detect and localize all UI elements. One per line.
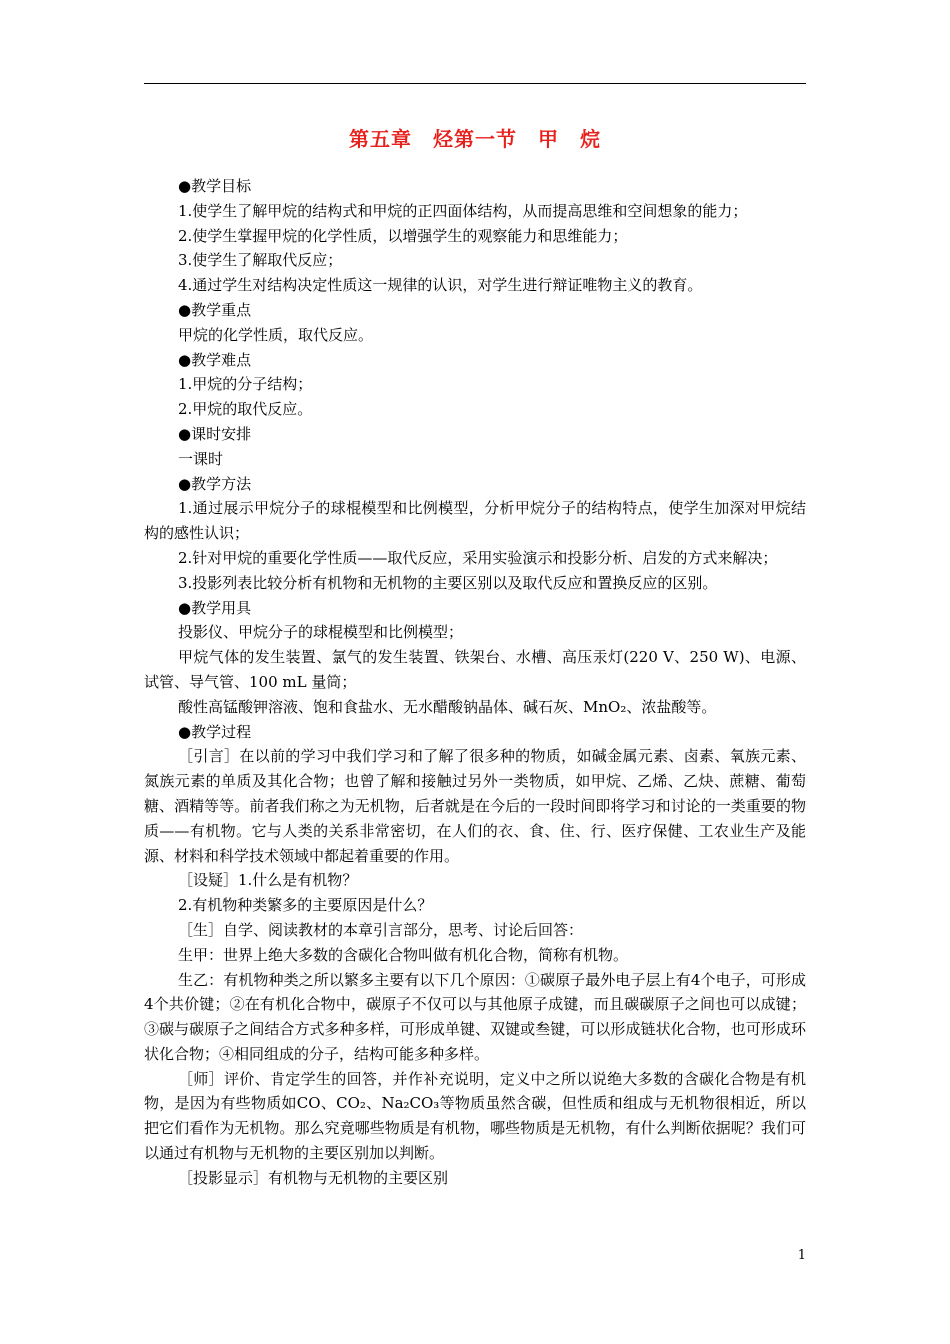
section-heading-objectives: ●教学目标 [178,177,252,195]
process-paragraph: ［师］评价、肯定学生的回答，并作补充说明，定义中之所以说绝大多数的含碳化合物是有机物，是因为有些物质如CO、CO₂、Na₂CO₃等物质虽然含碳，但性质和组成与无机物很相近，所以把它们看作为无机物。那么究竟哪些物质是有机物，哪些物质是无机物，有什么判断依据呢？我们可以通过有机物与无机物的主要区别加以判断。 [144,1069,806,1163]
section-heading-methods: ●教学方法 [178,474,252,493]
section-heading-key-points: ●教学重点 [178,300,252,319]
method-item: 1.通过展示甲烷分子的球棍模型和比例模型，分析甲烷分子的结构特点，使学生加深对甲烷结构的感性认识； [144,499,806,543]
process-paragraph: ［设疑］1.什么是有机物？ [178,871,358,890]
process-paragraph: 2.有机物种类繁多的主要原因是什么？ [178,896,433,915]
method-item: 2.针对甲烷的重要化学性质——取代反应，采用实验演示和投影分析、启发的方式来解决； [178,548,778,567]
objective-item: 2.使学生掌握甲烷的化学性质，以增强学生的观察能力和思维能力； [178,226,628,245]
process-paragraph: ［生］自学、阅读教材的本章引言部分，思考、讨论后回答： [178,920,584,939]
page-number: 1 [797,1248,806,1263]
schedule-text: 一课时 [178,449,224,468]
difficulty-item: 2.甲烷的取代反应。 [178,400,313,419]
section-heading-equipment: ●教学用具 [178,598,252,617]
objective-item: 1.使学生了解甲烷的结构式和甲烷的正四面体结构，从而提高思维和空间想象的能力； [178,201,748,220]
section-heading-process: ●教学过程 [178,722,252,741]
objective-item: 4.通过学生对结构决定性质这一规律的认识，对学生进行辩证唯物主义的教育。 [178,276,703,295]
chapter-title: 第五章 烃第一节 甲 烷 [349,127,601,151]
difficulty-item: 1.甲烷的分子结构； [178,375,313,394]
equipment-item: 酸性高锰酸钾溶液、饱和食盐水、无水醋酸钠晶体、碱石灰、MnO₂、浓盐酸等。 [178,697,717,716]
equipment-item: 投影仪、甲烷分子的球棍模型和比例模型； [178,623,464,642]
section-heading-schedule: ●课时安排 [178,424,252,443]
document-body [144,174,806,1191]
process-paragraph: 生甲：世界上绝大多数的含碳化合物叫做有机化合物，简称有机物。 [178,945,629,964]
section-heading-difficulties: ●教学难点 [178,350,252,369]
method-item: 3.投影列表比较分析有机物和无机物的主要区别以及取代反应和置换反应的区别。 [178,573,718,592]
process-paragraph: 生乙：有机物种类之所以繁多主要有以下几个原因：①碳原子最外电子层上有4个电子，可形成4个共价键；②在有机化合物中，碳原子不仅可以与其他原子成键，而且碳碳原子之间也可以成键；③碳与碳原子之间结合方式多种多样，可形成单键、双键或叁键，可以形成链状化合物，也可形成环状化合物；④相同组成的分子，结构可能多种多样。 [144,970,806,1063]
process-paragraph: ［投影显示］有机物与无机物的主要区别 [178,1168,449,1187]
equipment-item: 甲烷气体的发生装置、氯气的发生装置、铁架台、水槽、高压汞灯(220 V、250 W)、电源、试管、导气管、100 mL 量筒； [144,648,806,691]
objective-item: 3.使学生了解取代反应； [178,251,343,270]
process-paragraph: ［引言］在以前的学习中我们学习和了解了很多种的物质，如碱金属元素、卤素、氧族元素、氮族元素的单质及其化合物；也曾了解和接触过另外一类物质，如甲烷、乙烯、乙炔、蔗糖、葡萄糖、酒精等等。前者我们称之为无机物，后者就是在今后的一段时间即将学习和讨论的一类重要的物质——有机物。它与人类的关系非常密切，在人们的衣、食、住、行、医疗保健、工农业生产及能源、材料和科学技术领域中都起着重要的作用。 [144,747,806,865]
header-rule [144,83,806,84]
key-point-text: 甲烷的化学性质，取代反应。 [178,325,374,344]
